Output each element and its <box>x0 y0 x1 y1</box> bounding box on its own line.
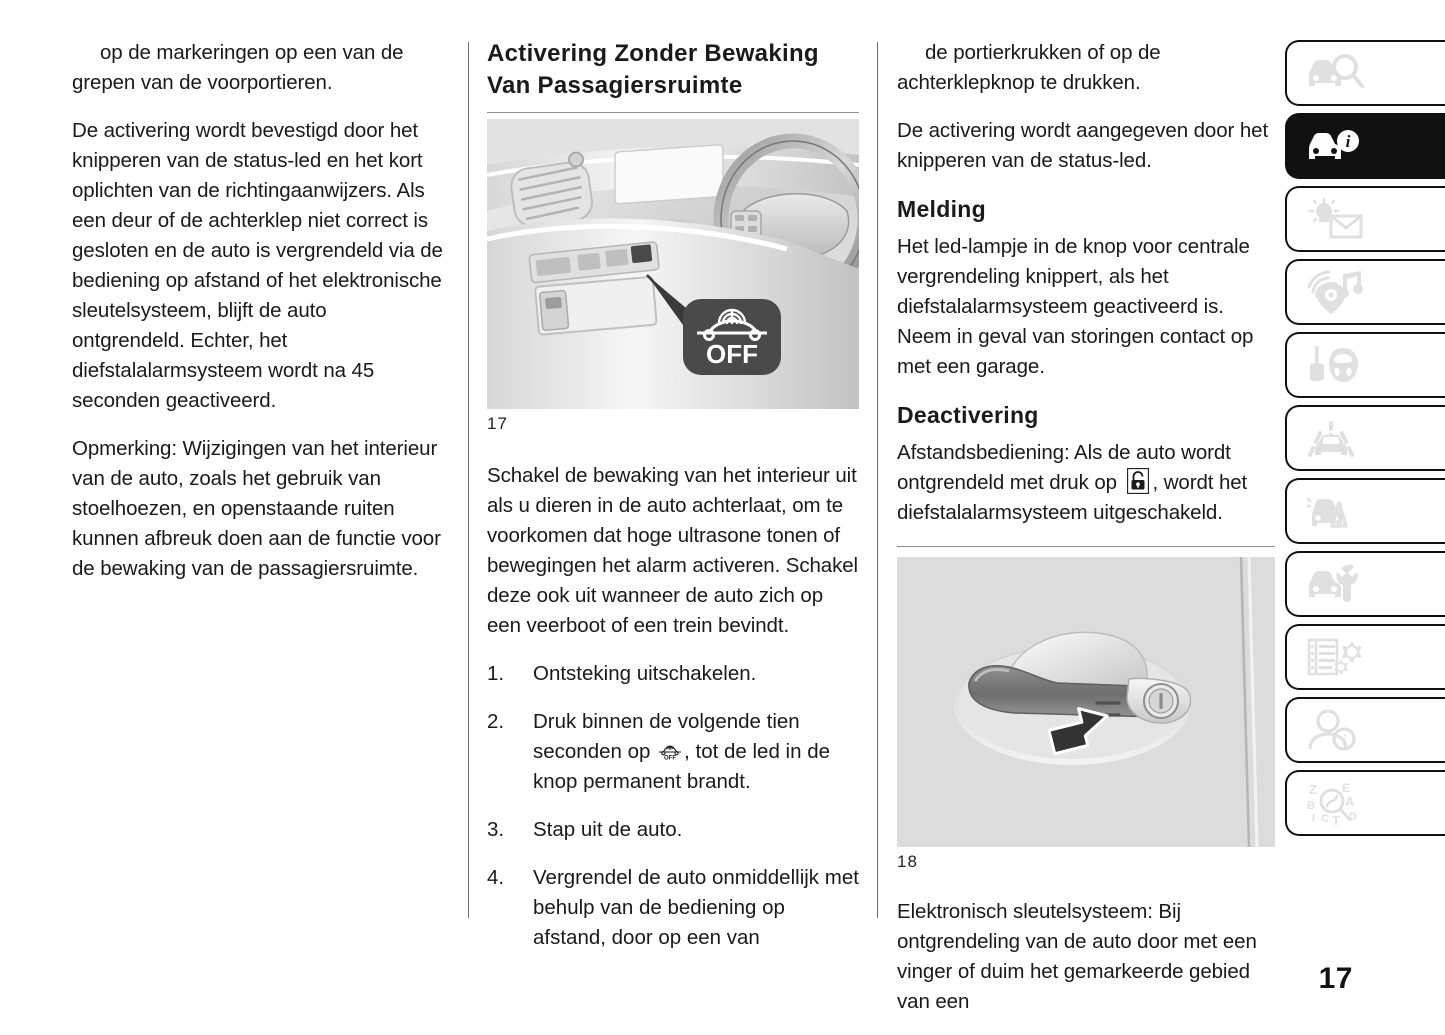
svg-text:D: D <box>1349 811 1357 823</box>
figure-17 <box>487 119 859 435</box>
car-warning-triangle-icon <box>1307 490 1365 532</box>
list-gears-icon <box>1307 636 1365 678</box>
column-right <box>897 38 1275 1035</box>
column-divider-1 <box>468 42 469 918</box>
svg-text:E: E <box>1342 781 1351 795</box>
column-divider-2 <box>877 42 878 918</box>
steps-list <box>487 659 859 953</box>
figure-18-rule-top <box>897 546 1275 547</box>
column-center <box>487 38 859 971</box>
list-item <box>487 815 859 845</box>
gearshift-steering-wheel-icon <box>1307 344 1365 386</box>
svg-text:B: B <box>1307 800 1315 812</box>
deactivering-text-before: Afstandsbediening: Als de auto wordt ontgrendeld met druk op <box>897 441 1231 494</box>
section-heading-melding: Melding <box>897 196 986 222</box>
svg-text:Z: Z <box>1309 782 1317 797</box>
step-text: Ontsteking uitschakelen. <box>533 662 757 685</box>
car-lane-icon <box>1307 417 1365 459</box>
figure-rule-top <box>487 112 859 113</box>
step-number: 2. <box>487 710 505 733</box>
sidebar-item-specifications[interactable] <box>1285 624 1445 690</box>
paragraph-electronic-key: Elektronisch sleutelsysteem: Bij ontgrendeling van de auto door met een vinger of duim het gemarkeerde gebied van een <box>897 900 1257 1013</box>
car-info-icon <box>1307 126 1365 166</box>
list-item <box>487 707 859 797</box>
sidebar-item-assistance[interactable] <box>1285 405 1445 471</box>
column-left <box>72 38 444 602</box>
list-item <box>487 659 859 689</box>
sidebar-item-index[interactable] <box>1285 770 1445 836</box>
svg-text:T: T <box>1332 813 1340 825</box>
light-envelope-icon <box>1307 198 1365 240</box>
wifi-navigation-music-icon <box>1307 270 1365 314</box>
sidebar-item-car-info[interactable] <box>1285 113 1445 179</box>
paragraph-activation-indicated: De activering wordt aangegeven door het knipperen van de status-led. <box>897 119 1269 172</box>
car-wrench-icon <box>1307 563 1365 605</box>
paragraph-melding: Het led-lampje in de knop voor centrale vergrendeling knippert, als het diefstalalarmsysteem geactiveerd is. Neem in geval van storingen contact op met een garage. <box>897 235 1254 378</box>
figure-18-image <box>897 557 1275 847</box>
step-text: Druk binnen de volgende tien seconden op <box>533 710 800 763</box>
svg-text:A: A <box>1345 794 1355 809</box>
deactivering-text-after: , wordt het diefstalalarmsysteem uitgeschakeld. <box>897 471 1248 524</box>
svg-text:OFF: OFF <box>664 755 677 761</box>
svg-text:i: i <box>1341 733 1347 749</box>
sidebar-item-customer-info[interactable] <box>1285 697 1445 763</box>
step-number: 4. <box>487 866 505 889</box>
off-callout-label: OFF <box>706 339 758 369</box>
svg-text:I: I <box>1312 812 1316 824</box>
list-item <box>487 863 859 953</box>
section-heading-deactivering: Deactivering <box>897 402 1039 428</box>
dashboard-interior-illustration <box>487 119 859 409</box>
section-heading-activering-zonder-bewaking: Activering Zonder Bewaking Van Passagiersruimte <box>487 40 819 99</box>
section-tab-strip <box>1285 40 1445 843</box>
paragraph-note: Opmerking: Wijzigingen van het interieur van de auto, zoals het gebruik van stoelhoezen, en openstaande ruiten kunnen afbreuk doen aan de functie voor de bewaking van de passagiersruimte. <box>72 437 441 580</box>
paragraph-deactivering <box>897 438 1275 528</box>
paragraph-continuation-right: de portierkrukken of op de achterklepknop te drukken. <box>897 41 1161 94</box>
svg-text:C: C <box>1321 813 1329 825</box>
sidebar-item-emergency[interactable] <box>1285 478 1445 544</box>
off-callout <box>683 299 781 375</box>
figure-17-image <box>487 119 859 409</box>
paragraph-activation-confirmation: De activering wordt bevestigd door het knipperen van de status-led en het kort oplichten van de richtingaanwijzers. Als een deur of de achterklep niet correct is gesloten en de auto is vergrendeld via de bediening op afstand of het elektronische sleutelsysteem, blijft de auto ontgrendeld. Echter, het diefstalalarmsysteem wordt na 45 seconden geactiveerd. <box>72 119 443 412</box>
alphabet-magnifier-icon <box>1307 781 1369 825</box>
unlock-icon <box>1127 468 1149 494</box>
sidebar-item-lights-message[interactable] <box>1285 186 1445 252</box>
sidebar-item-maintenance[interactable] <box>1285 551 1445 617</box>
figure-18-caption: 18 <box>897 852 918 871</box>
figure-18 <box>897 557 1275 873</box>
page-number: 17 <box>1318 962 1353 995</box>
figure-17-caption: 17 <box>487 414 508 433</box>
step-text: Vergrendel de auto onmiddellijk met behulp van de bediening op afstand, door op een van <box>533 866 859 949</box>
sidebar-item-driving[interactable] <box>1285 332 1445 398</box>
sidebar-item-infotainment[interactable] <box>1285 259 1445 325</box>
step-text: Stap uit de auto. <box>533 818 683 841</box>
car-off-icon <box>657 740 683 761</box>
svg-text:i: i <box>1345 132 1351 151</box>
person-info-icon <box>1307 709 1365 751</box>
step-text-after: , tot de led in de knop permanent brandt. <box>533 740 830 793</box>
step-number: 1. <box>487 662 505 685</box>
paragraph-interior-monitoring: Schakel de bewaking van het interieur uit als u dieren in de auto achterlaat, om te voorkomen dat hoge ultrasone tonen of bewegingen het alarm activeren. Schakel deze ook uit wanneer de auto zich op een veerboot of een trein bevindt. <box>487 464 859 637</box>
step-number: 3. <box>487 818 505 841</box>
door-handle-illustration <box>897 557 1275 847</box>
car-magnifier-icon <box>1307 53 1365 93</box>
paragraph-continuation: op de markeringen op een van de grepen van de voorportieren. <box>72 41 404 94</box>
sidebar-item-car-inspection[interactable] <box>1285 40 1445 106</box>
